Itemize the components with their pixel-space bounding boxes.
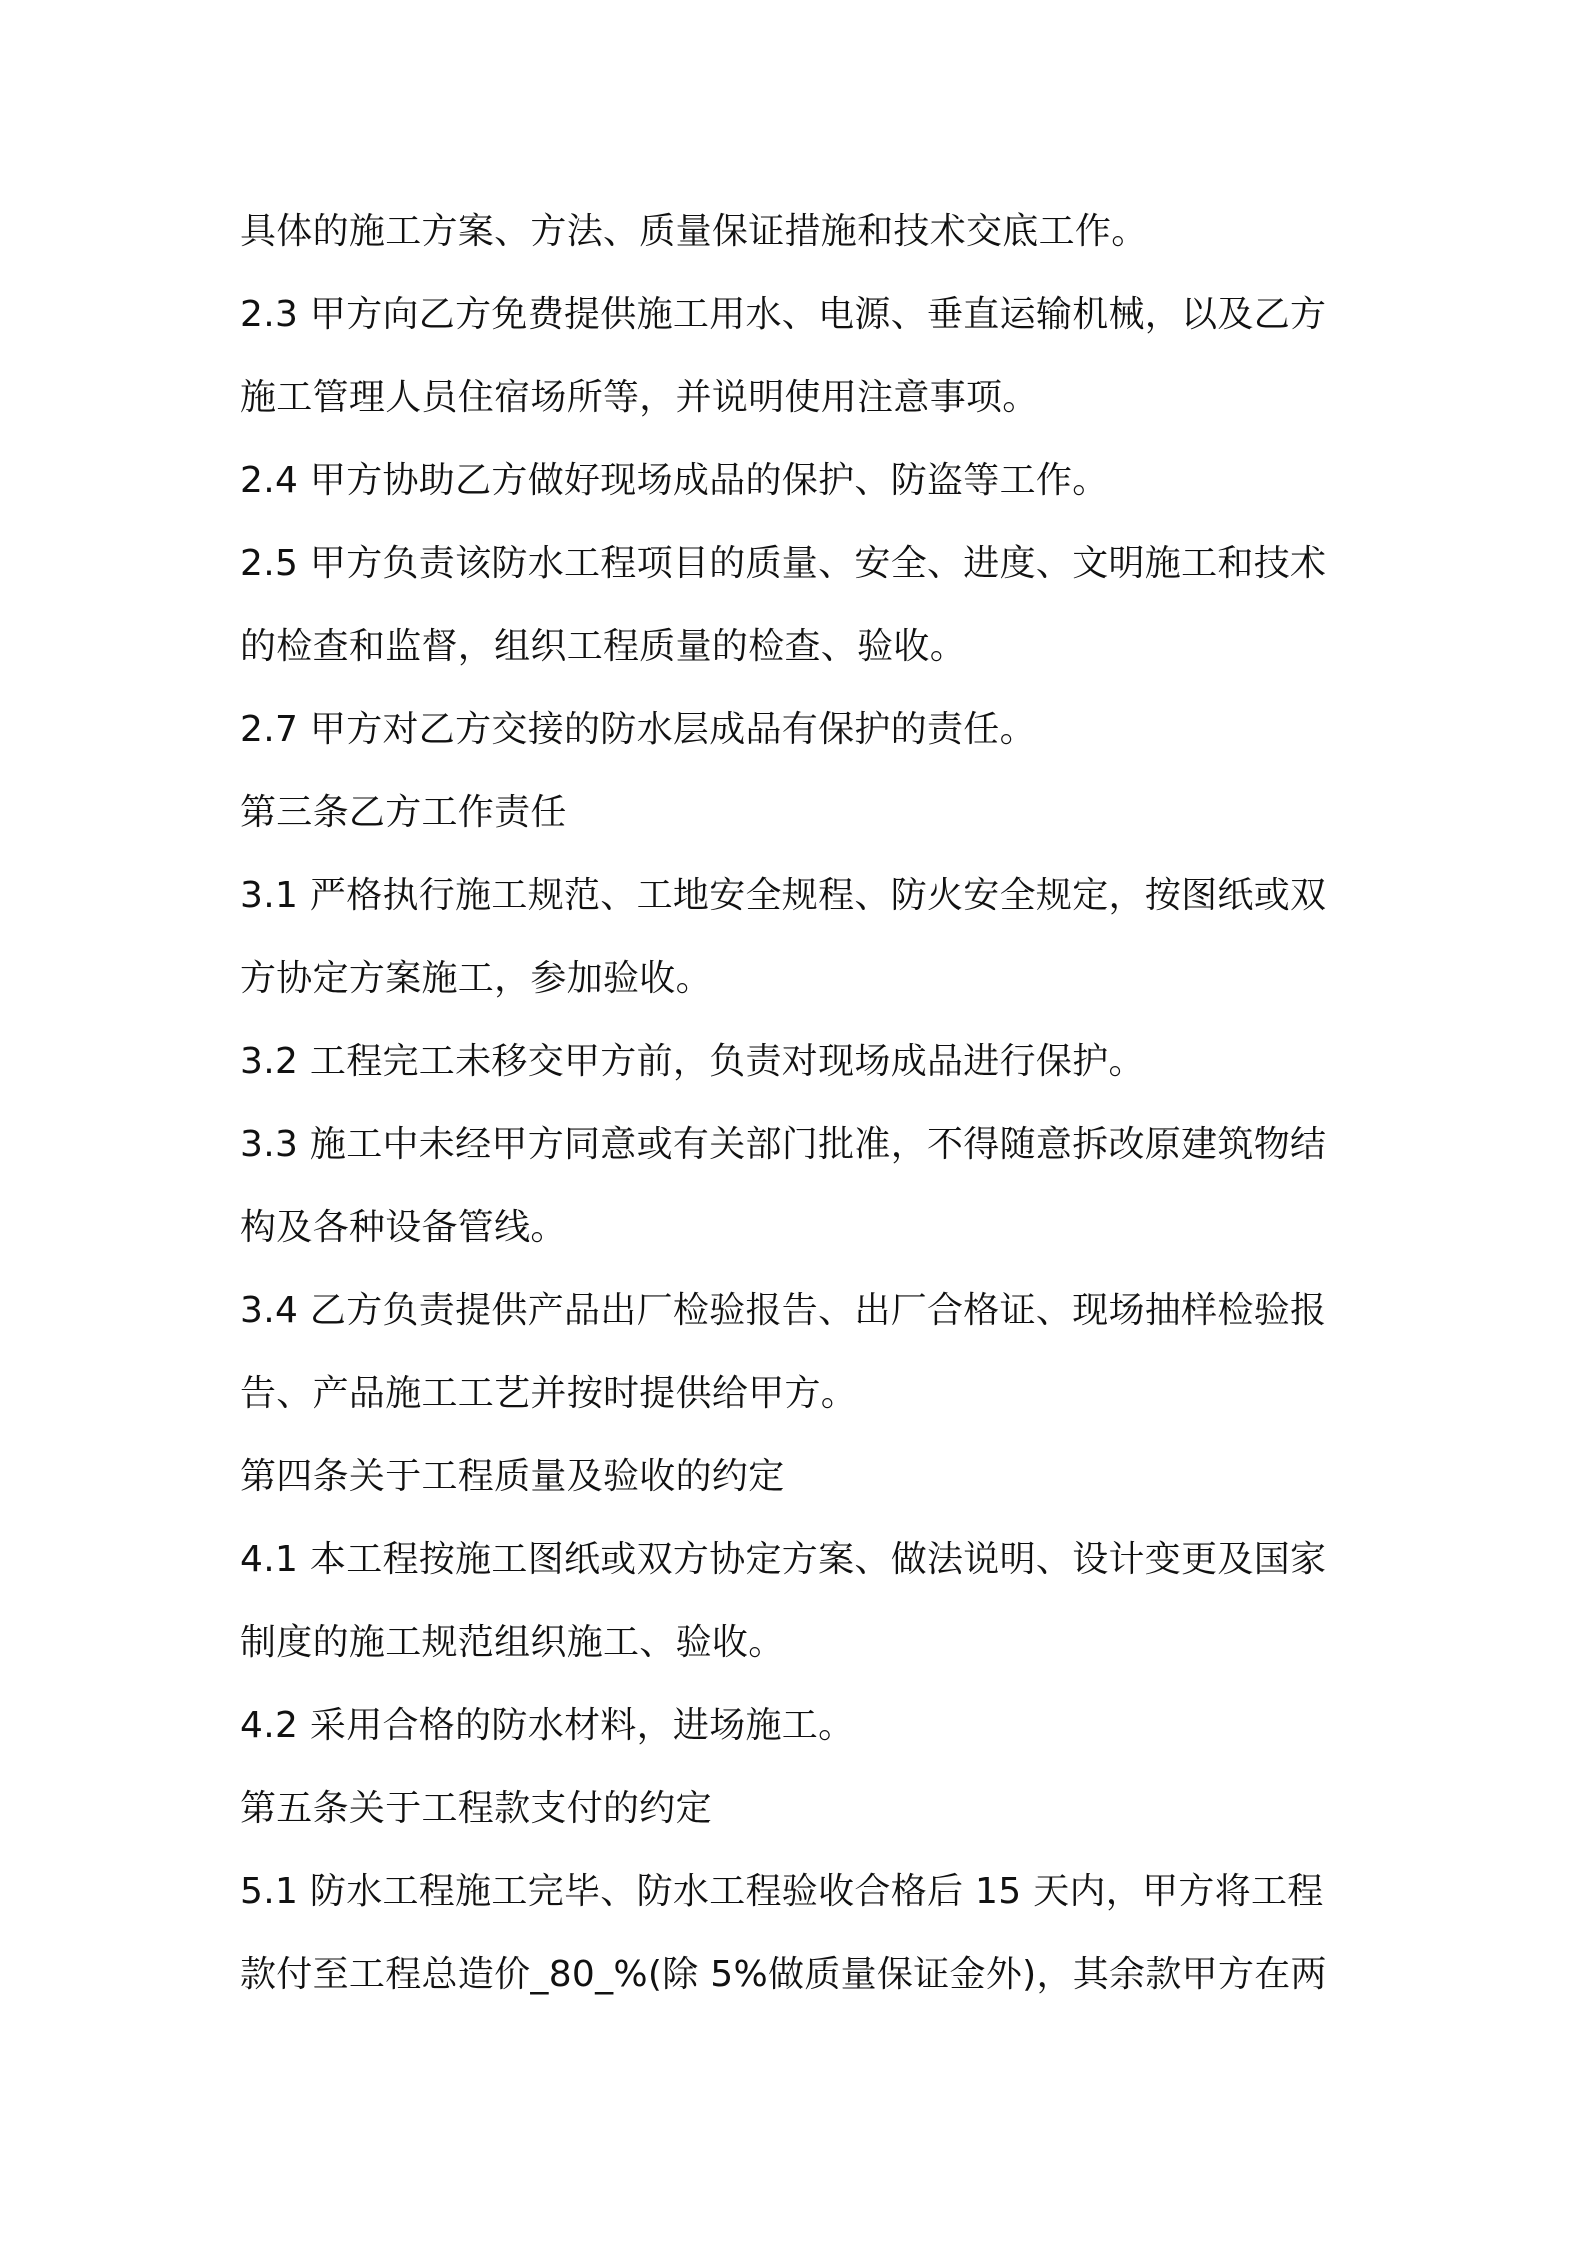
text-line: 告、产品施工工艺并按时提供给甲方。	[240, 1373, 858, 1414]
text-line: 4.1 本工程按施工图纸或双方协定方案、做法说明、设计变更及国家	[240, 1539, 1327, 1580]
text-line: 款付至工程总造价_80_%(除 5%做质量保证金外)，其余款甲方在两	[240, 1954, 1327, 1995]
text-line: 2.7 甲方对乙方交接的防水层成品有保护的责任。	[240, 709, 1036, 750]
text-line: 构及各种设备管线。	[240, 1207, 567, 1248]
text-line: 2.4 甲方协助乙方做好现场成品的保护、防盗等工作。	[240, 460, 1109, 501]
text-line: 3.1 严格执行施工规范、工地安全规程、防火安全规定，按图纸或双	[240, 875, 1327, 916]
text-line: 3.4 乙方负责提供产品出厂检验报告、出厂合格证、现场抽样检验报	[240, 1290, 1327, 1331]
section-heading: 第五条关于工程款支付的约定	[240, 1788, 712, 1829]
text-line: 具体的施工方案、方法、质量保证措施和技术交底工作。	[240, 211, 1148, 252]
section-heading: 第四条关于工程质量及验收的约定	[240, 1456, 785, 1497]
text-line: 施工管理人员住宿场所等，并说明使用注意事项。	[240, 377, 1039, 418]
text-line: 5.1 防水工程施工完毕、防水工程验收合格后 15 天内，甲方将工程	[240, 1871, 1324, 1912]
document-body	[240, 190, 1350, 2016]
text-line: 3.3 施工中未经甲方同意或有关部门批准，不得随意拆改原建筑物结	[240, 1124, 1327, 1165]
text-line: 2.5 甲方负责该防水工程项目的质量、安全、进度、文明施工和技术	[240, 543, 1327, 584]
text-line: 制度的施工规范组织施工、验收。	[240, 1622, 785, 1663]
text-line: 3.2 工程完工未移交甲方前，负责对现场成品进行保护。	[240, 1041, 1145, 1082]
text-line: 方协定方案施工，参加验收。	[240, 958, 712, 999]
section-heading: 第三条乙方工作责任	[240, 792, 567, 833]
text-line: 4.2 采用合格的防水材料，进场施工。	[240, 1705, 855, 1746]
text-line: 2.3 甲方向乙方免费提供施工用水、电源、垂直运输机械，以及乙方	[240, 294, 1327, 335]
text-line: 的检查和监督，组织工程质量的检查、验收。	[240, 626, 967, 667]
